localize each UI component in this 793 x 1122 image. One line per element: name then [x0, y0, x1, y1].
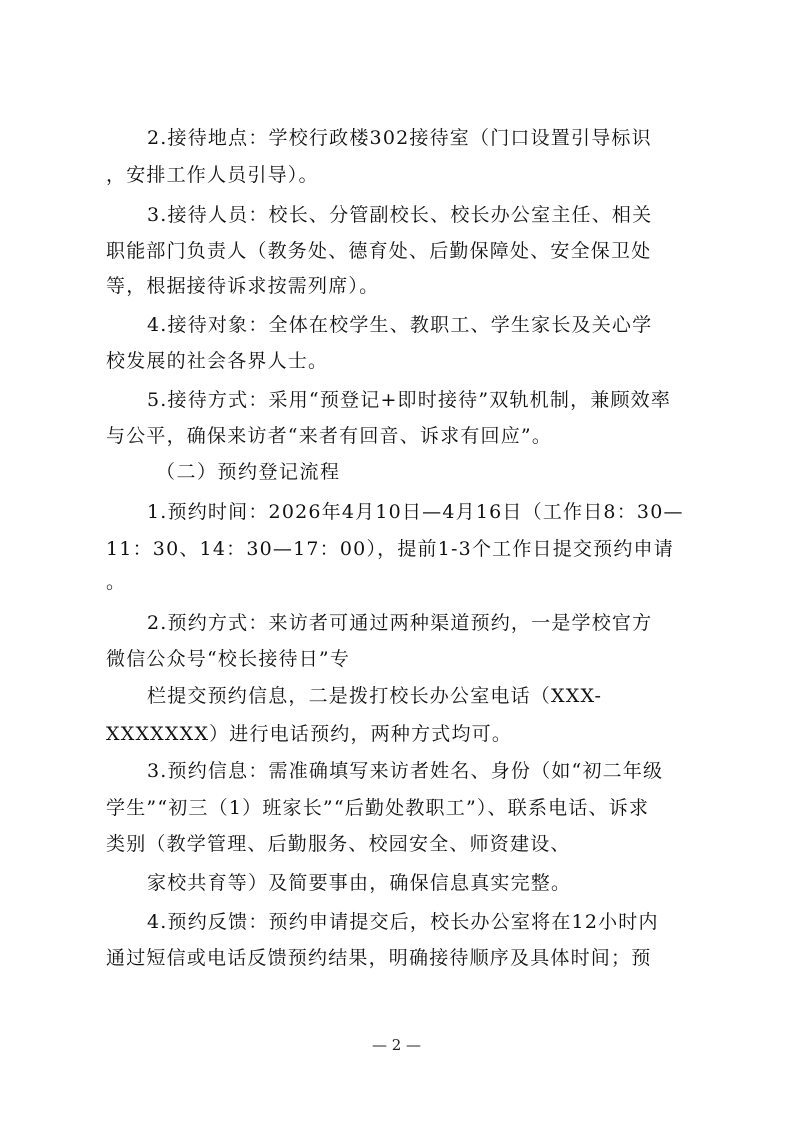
text-line: 3.接待人员：校长、分管副校长、校长办公室主任、相关	[147, 204, 653, 226]
text-line: 校发展的社会各界人士。	[106, 350, 329, 372]
text-line: 2.预约方式：来访者可通过两种渠道预约，一是学校官方	[147, 612, 653, 634]
text-line: 。	[106, 571, 127, 593]
section-heading: （二）预约登记流程	[156, 461, 341, 483]
text-line: 微信公众号“校长接待日”专	[106, 648, 351, 670]
text-line: 与公平，确保来访者“来者有回音、诉求有回应”。	[106, 425, 553, 447]
text-line: 类别（教学管理、后勤服务、校园安全、师资建设、	[106, 833, 571, 855]
text-line: ，安排工作人员引导）。	[106, 164, 319, 186]
page-number: — 2 —	[371, 1036, 422, 1054]
text-line: 通过短信或电话反馈预约结果，明确接待顺序及具体时间；预	[106, 947, 652, 969]
text-line: 5.接待方式：采用“预登记+即时接待”双轨机制，兼顾效率	[147, 389, 672, 411]
text-line: 3.预约信息：需准确填写来访者姓名、身份（如“初二年级	[147, 760, 664, 782]
text-line: 职能部门负责人（教务处、德育处、后勤保障处、安全保卫处	[106, 240, 652, 262]
text-line: 1.预约时间：2026年4月10日—4月16日（工作日8：30—	[147, 501, 684, 523]
text-line: 2.接待地点：学校行政楼302接待室（门口设置引导标识	[147, 127, 652, 149]
text-line: 学生”“初三（1）班家长”“后勤处教职工”）、联系电话、诉求	[106, 797, 650, 819]
text-line: 等，根据接待诉求按需列席）。	[106, 275, 380, 297]
text-line: XXXXXXX）进行电话预约，两种方式均可。	[106, 723, 513, 745]
text-line: 4.预约反馈：预约申请提交后，校长办公室将在12小时内	[147, 911, 659, 933]
text-line: 栏提交预约信息，二是拨打校长办公室电话（XXX-	[147, 685, 603, 707]
text-line: 4.接待对象：全体在校学生、教职工、学生家长及关心学	[147, 314, 653, 336]
text-line: 11：30、14：30—17：00），提前1-3个工作日提交预约申请	[106, 538, 674, 560]
text-line: 家校共育等）及简要事由，确保信息真实完整。	[147, 872, 572, 894]
